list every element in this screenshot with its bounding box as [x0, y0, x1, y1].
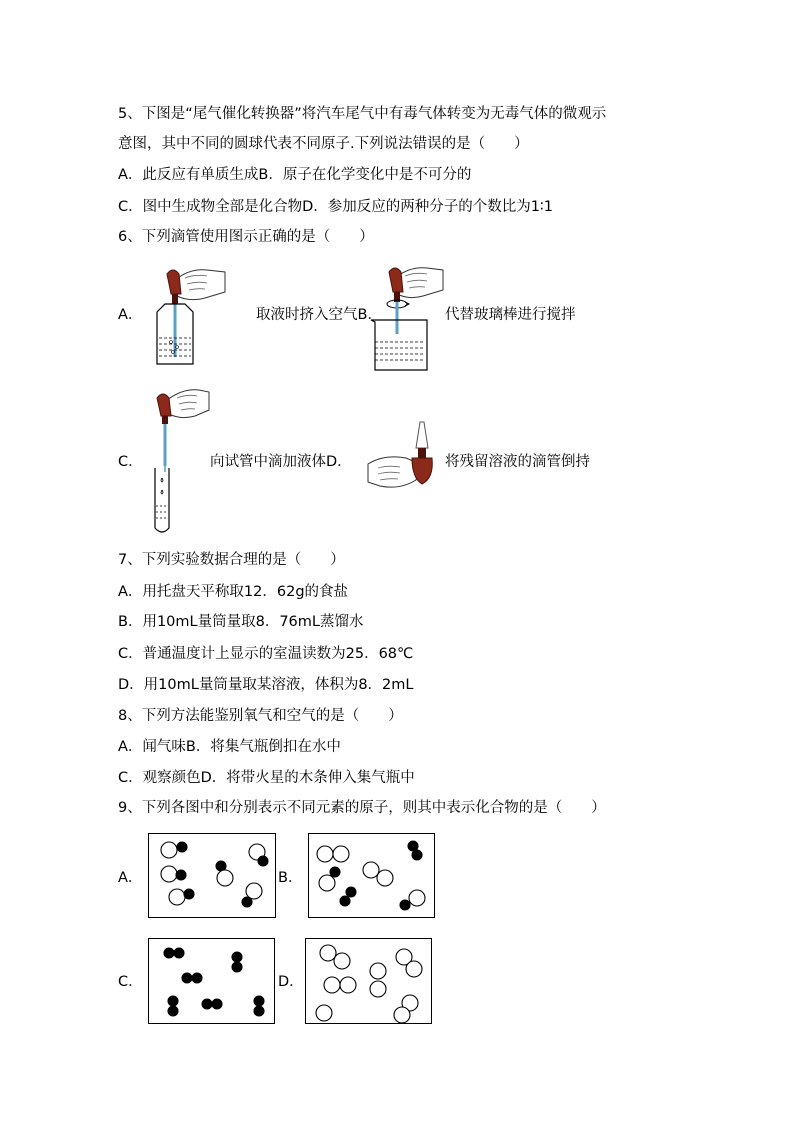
q7-option-d: D．用10mL量筒量取某溶液，体积为8．2mL — [118, 677, 414, 693]
q8-stem: 8、下列方法能鉴别氧气和空气的是（ ） — [118, 708, 403, 724]
q9-a-box — [148, 833, 276, 918]
q6-a-text: 取液时挤入空气B． — [256, 307, 382, 323]
q6-c-label: C． — [118, 454, 143, 470]
q6-c-text: 向试管中滴加液体D． — [210, 454, 352, 470]
q6-c-figure — [145, 388, 210, 538]
q9-stem: 9、下列各图中和分别表示不同元素的原子，则其中表示化合物的是（ ） — [118, 800, 606, 816]
q6-stem: 6、下列滴管使用图示正确的是（ ） — [118, 229, 374, 245]
q5-option-ab: A．此反应有单质生成B．原子在化学变化中是不可分的 — [118, 167, 472, 183]
q6-b-text: 代替玻璃棒进行搅拌 — [445, 307, 576, 323]
q6-b-figure — [365, 262, 445, 372]
q9-c-label: C． — [118, 974, 143, 990]
q5-option-cd: C．图中生成物全部是化合物D．参加反应的两种分子的个数比为1∶1 — [118, 199, 554, 215]
q9-d-box — [305, 938, 432, 1024]
q9-b-box — [308, 833, 435, 918]
q8-option-ab: A．闻气味B．将集气瓶倒扣在水中 — [118, 739, 341, 755]
q7-stem: 7、下列实验数据合理的是（ ） — [118, 552, 345, 568]
q5-stem-line1: 5、下图是“尾气催化转换器”将汽车尾气中有毒气体转变为无毒气体的微观示 — [118, 106, 607, 122]
q7-option-c: C．普通温度计上显示的室温读数为25．68℃ — [118, 646, 414, 662]
q9-a-label: A． — [118, 870, 143, 886]
q6-a-label: A． — [118, 307, 143, 323]
q8-option-cd: C．观察颜色D．将带火星的木条伸入集气瓶中 — [118, 770, 415, 786]
q9-b-label: B． — [278, 870, 303, 886]
q7-option-b: B．用10mL量筒量取8．76mL蒸馏水 — [118, 614, 364, 630]
q9-d-label: D． — [278, 974, 304, 990]
q9-c-box — [148, 938, 275, 1024]
q6-d-text: 将残留溶液的滴管倒持 — [445, 454, 590, 470]
q5-stem-line2: 意图，其中不同的圆球代表不同原子.下列说法错误的是（ ） — [118, 136, 529, 152]
q7-option-a: A．用托盘天平称取12．62g的食盐 — [118, 584, 349, 600]
q6-a-figure — [145, 262, 227, 370]
q6-d-figure — [366, 418, 446, 498]
